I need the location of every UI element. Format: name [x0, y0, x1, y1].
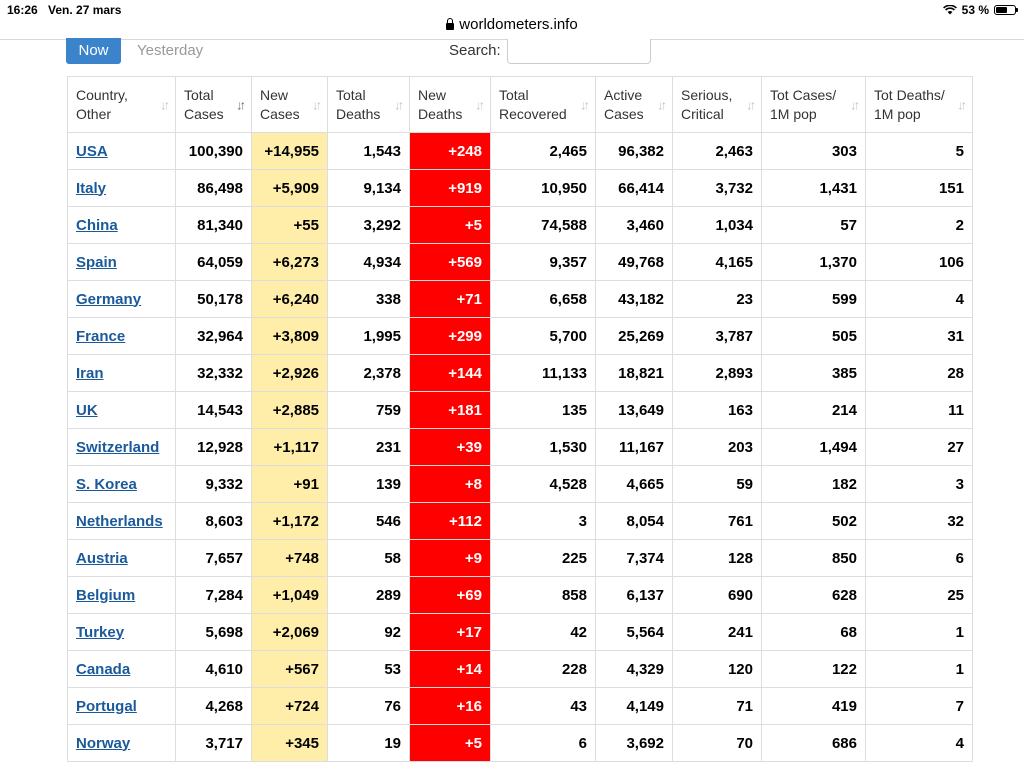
tot-cases-per-1m-cell: 1,370: [762, 244, 866, 281]
country-cell: [68, 170, 176, 207]
country-cell: [68, 577, 176, 614]
active-cases-cell: 13,649: [596, 392, 673, 429]
total-deaths-cell: 3,292: [328, 207, 410, 244]
country-link[interactable]: Portugal: [76, 697, 137, 715]
tot-cases-per-1m-cell: 68: [762, 614, 866, 651]
sort-icon[interactable]: ↓↑: [580, 97, 587, 112]
serious-critical-cell: 70: [673, 725, 762, 762]
new-deaths-cell: +69: [410, 577, 491, 614]
country-cell: [68, 429, 176, 466]
active-cases-cell: 8,054: [596, 503, 673, 540]
new-deaths-cell: +248: [410, 133, 491, 170]
country-cell: [68, 725, 176, 762]
new-cases-cell: +91: [252, 466, 328, 503]
tot-deaths-per-1m-cell: 25: [866, 577, 973, 614]
url-text[interactable]: worldometers.info: [459, 16, 578, 33]
total-cases-cell: 8,603: [176, 503, 252, 540]
table-row: [68, 651, 973, 688]
total-cases-cell: 14,543: [176, 392, 252, 429]
new-deaths-cell: +8: [410, 466, 491, 503]
header-label-line1: New: [418, 86, 447, 103]
country-cell: [68, 318, 176, 355]
new-deaths-cell: +144: [410, 355, 491, 392]
total-deaths-cell: 139: [328, 466, 410, 503]
tot-deaths-per-1m-cell: 31: [866, 318, 973, 355]
new-cases-cell: +3,809: [252, 318, 328, 355]
tot-cases-per-1m-cell: 599: [762, 281, 866, 318]
total-deaths-cell: 76: [328, 688, 410, 725]
active-cases-cell: 96,382: [596, 133, 673, 170]
total-recovered-cell: 6: [491, 725, 596, 762]
header-label-line2: Cases: [260, 105, 300, 122]
total-cases-cell: 81,340: [176, 207, 252, 244]
table-row: [68, 318, 973, 355]
table-row: [68, 207, 973, 244]
tot-cases-per-1m-cell: 385: [762, 355, 866, 392]
serious-critical-cell: 4,165: [673, 244, 762, 281]
total-deaths-cell: 289: [328, 577, 410, 614]
active-cases-cell: 25,269: [596, 318, 673, 355]
header-label-line2: Deaths: [336, 105, 381, 122]
total-recovered-cell: 228: [491, 651, 596, 688]
tot-deaths-per-1m-cell: 7: [866, 688, 973, 725]
country-link[interactable]: Belgium: [76, 586, 136, 604]
new-deaths-cell: +112: [410, 503, 491, 540]
header-total-recovered[interactable]: [491, 77, 596, 133]
country-link[interactable]: France: [76, 327, 126, 345]
sort-icon[interactable]: ↓↑: [475, 97, 482, 112]
country-link[interactable]: Spain: [76, 253, 117, 271]
country-link[interactable]: USA: [76, 142, 108, 160]
tot-cases-per-1m-cell: 214: [762, 392, 866, 429]
new-cases-cell: +2,926: [252, 355, 328, 392]
table-body: [68, 133, 973, 762]
header-country[interactable]: [68, 77, 176, 133]
serious-critical-cell: 23: [673, 281, 762, 318]
total-cases-cell: 100,390: [176, 133, 252, 170]
tot-deaths-per-1m-cell: 28: [866, 355, 973, 392]
country-link[interactable]: Italy: [76, 179, 107, 197]
tot-deaths-per-1m-cell: 151: [866, 170, 973, 207]
total-deaths-cell: 1,543: [328, 133, 410, 170]
active-cases-cell: 18,821: [596, 355, 673, 392]
new-cases-cell: +724: [252, 688, 328, 725]
tot-deaths-per-1m-cell: 6: [866, 540, 973, 577]
total-deaths-cell: 92: [328, 614, 410, 651]
new-deaths-cell: +9: [410, 540, 491, 577]
total-cases-cell: 7,284: [176, 577, 252, 614]
header-active-cases[interactable]: [596, 77, 673, 133]
sort-icon[interactable]: ↓↑: [312, 97, 319, 112]
country-link[interactable]: Netherlands: [76, 512, 163, 530]
country-link[interactable]: Austria: [76, 549, 128, 567]
table-row: [68, 577, 973, 614]
serious-critical-cell: 3,732: [673, 170, 762, 207]
total-recovered-cell: 135: [491, 392, 596, 429]
header-label-line1: Country,: [76, 86, 128, 103]
serious-critical-cell: 2,893: [673, 355, 762, 392]
total-deaths-cell: 2,378: [328, 355, 410, 392]
country-link[interactable]: Turkey: [76, 623, 125, 641]
new-cases-cell: +1,117: [252, 429, 328, 466]
total-deaths-cell: 19: [328, 725, 410, 762]
header-tot-deaths-per-1m[interactable]: [866, 77, 973, 133]
total-cases-cell: 86,498: [176, 170, 252, 207]
serious-critical-cell: 3,787: [673, 318, 762, 355]
serious-critical-cell: 120: [673, 651, 762, 688]
lock-icon: [446, 23, 454, 30]
new-deaths-cell: +5: [410, 725, 491, 762]
tot-cases-per-1m-cell: 686: [762, 725, 866, 762]
header-label-line1: Tot Deaths/: [874, 86, 945, 103]
serious-critical-cell: 71: [673, 688, 762, 725]
country-cell: [68, 688, 176, 725]
header-label-line1: Tot Cases/: [770, 86, 837, 103]
header-serious-critical[interactable]: [673, 77, 762, 133]
table-row: [68, 355, 973, 392]
active-cases-cell: 3,692: [596, 725, 673, 762]
country-cell: [68, 651, 176, 688]
table-row: [68, 503, 973, 540]
tot-cases-per-1m-cell: 303: [762, 133, 866, 170]
country-link[interactable]: UK: [76, 401, 98, 419]
table-row: [68, 466, 973, 503]
total-cases-cell: 9,332: [176, 466, 252, 503]
new-deaths-cell: +181: [410, 392, 491, 429]
active-cases-cell: 11,167: [596, 429, 673, 466]
table-row: [68, 725, 973, 762]
header-label-line2: Critical: [681, 105, 724, 122]
tot-deaths-per-1m-cell: 106: [866, 244, 973, 281]
new-cases-cell: +345: [252, 725, 328, 762]
tot-deaths-per-1m-cell: 1: [866, 651, 973, 688]
search-input[interactable]: [507, 39, 651, 64]
tot-cases-per-1m-cell: 122: [762, 651, 866, 688]
serious-critical-cell: 1,034: [673, 207, 762, 244]
tot-cases-per-1m-cell: 502: [762, 503, 866, 540]
sort-icon[interactable]: ↓↑: [657, 97, 664, 112]
tot-deaths-per-1m-cell: 4: [866, 725, 973, 762]
total-cases-cell: 32,964: [176, 318, 252, 355]
new-cases-cell: +567: [252, 651, 328, 688]
total-deaths-cell: 231: [328, 429, 410, 466]
active-cases-cell: 6,137: [596, 577, 673, 614]
tot-deaths-per-1m-cell: 11: [866, 392, 973, 429]
serious-critical-cell: 2,463: [673, 133, 762, 170]
new-deaths-cell: +17: [410, 614, 491, 651]
total-recovered-cell: 42: [491, 614, 596, 651]
total-recovered-cell: 10,950: [491, 170, 596, 207]
new-cases-cell: +6,240: [252, 281, 328, 318]
total-recovered-cell: 9,357: [491, 244, 596, 281]
new-deaths-cell: +39: [410, 429, 491, 466]
new-deaths-cell: +919: [410, 170, 491, 207]
total-deaths-cell: 58: [328, 540, 410, 577]
total-recovered-cell: 4,528: [491, 466, 596, 503]
header-label-line1: Active: [604, 86, 643, 103]
header-label-line1: New: [260, 86, 289, 103]
header-label-line2: Deaths: [418, 105, 463, 122]
country-cell: [68, 540, 176, 577]
country-link[interactable]: Iran: [76, 364, 104, 382]
yesterday-tab-button[interactable]: Yesterday: [137, 42, 204, 59]
serious-critical-cell: 59: [673, 466, 762, 503]
tot-cases-per-1m-cell: 628: [762, 577, 866, 614]
tot-deaths-per-1m-cell: 1: [866, 614, 973, 651]
table-row: [68, 540, 973, 577]
status-time: 16:26: [7, 3, 38, 17]
new-deaths-cell: +16: [410, 688, 491, 725]
serious-critical-cell: 203: [673, 429, 762, 466]
total-recovered-cell: 5,700: [491, 318, 596, 355]
sort-icon[interactable]: ↓↑: [236, 97, 243, 112]
coronavirus-table: [67, 76, 973, 762]
table-row: [68, 170, 973, 207]
serious-critical-cell: 241: [673, 614, 762, 651]
header-label-line2: Cases: [604, 105, 644, 122]
total-recovered-cell: 225: [491, 540, 596, 577]
country-cell: [68, 281, 176, 318]
new-cases-cell: +55: [252, 207, 328, 244]
header-label-line2: Cases: [184, 105, 224, 122]
total-cases-cell: 3,717: [176, 725, 252, 762]
header-label-line2: 1M pop: [874, 105, 921, 122]
country-cell: [68, 503, 176, 540]
tot-deaths-per-1m-cell: 4: [866, 281, 973, 318]
total-cases-cell: 4,610: [176, 651, 252, 688]
total-recovered-cell: 2,465: [491, 133, 596, 170]
table-row: [68, 392, 973, 429]
sort-icon[interactable]: ↓↑: [394, 97, 401, 112]
country-cell: [68, 133, 176, 170]
country-cell: [68, 614, 176, 651]
sort-icon[interactable]: ↓↑: [746, 97, 753, 112]
now-tab-button[interactable]: Now: [66, 38, 121, 64]
serious-critical-cell: 128: [673, 540, 762, 577]
tot-deaths-per-1m-cell: 5: [866, 133, 973, 170]
total-recovered-cell: 858: [491, 577, 596, 614]
new-deaths-cell: +71: [410, 281, 491, 318]
active-cases-cell: 4,149: [596, 688, 673, 725]
total-cases-cell: 7,657: [176, 540, 252, 577]
search-label: Search:: [449, 42, 501, 59]
new-cases-cell: +2,069: [252, 614, 328, 651]
total-recovered-cell: 6,658: [491, 281, 596, 318]
table-row: [68, 688, 973, 725]
sort-icon[interactable]: ↓↑: [160, 97, 167, 112]
active-cases-cell: 43,182: [596, 281, 673, 318]
country-link[interactable]: Norway: [76, 734, 131, 752]
table-row: [68, 133, 973, 170]
header-new-cases[interactable]: [252, 77, 328, 133]
country-link[interactable]: China: [76, 216, 118, 234]
active-cases-cell: 5,564: [596, 614, 673, 651]
header-label-line1: Total: [499, 86, 529, 103]
country-link[interactable]: Canada: [76, 660, 131, 678]
header-label-line1: Total: [184, 86, 214, 103]
new-cases-cell: +6,273: [252, 244, 328, 281]
header-tot-cases-per-1m[interactable]: [762, 77, 866, 133]
active-cases-cell: 4,329: [596, 651, 673, 688]
active-cases-cell: 7,374: [596, 540, 673, 577]
new-cases-cell: +5,909: [252, 170, 328, 207]
tot-cases-per-1m-cell: 1,431: [762, 170, 866, 207]
total-deaths-cell: 9,134: [328, 170, 410, 207]
total-cases-cell: 5,698: [176, 614, 252, 651]
active-cases-cell: 3,460: [596, 207, 673, 244]
header-label-line2: Other: [76, 105, 112, 122]
serious-critical-cell: 761: [673, 503, 762, 540]
battery-percent: 53 %: [961, 3, 989, 17]
header-total-cases[interactable]: [176, 77, 252, 133]
new-cases-cell: +748: [252, 540, 328, 577]
tot-deaths-per-1m-cell: 32: [866, 503, 973, 540]
country-cell: [68, 466, 176, 503]
new-cases-cell: +1,049: [252, 577, 328, 614]
table-header-row: [68, 77, 973, 133]
total-recovered-cell: 74,588: [491, 207, 596, 244]
sort-icon[interactable]: ↓↑: [957, 97, 964, 112]
tot-cases-per-1m-cell: 850: [762, 540, 866, 577]
serious-critical-cell: 163: [673, 392, 762, 429]
total-deaths-cell: 338: [328, 281, 410, 318]
serious-critical-cell: 690: [673, 577, 762, 614]
total-deaths-cell: 53: [328, 651, 410, 688]
table-row: [68, 614, 973, 651]
active-cases-cell: 4,665: [596, 466, 673, 503]
total-cases-cell: 50,178: [176, 281, 252, 318]
total-deaths-cell: 4,934: [328, 244, 410, 281]
status-right: [943, 3, 1016, 17]
header-label-line2: Recovered: [499, 105, 567, 122]
total-cases-cell: 64,059: [176, 244, 252, 281]
header-label-line2: 1M pop: [770, 105, 817, 122]
total-recovered-cell: 43: [491, 688, 596, 725]
active-cases-cell: 66,414: [596, 170, 673, 207]
table-row: [68, 281, 973, 318]
new-deaths-cell: +569: [410, 244, 491, 281]
country-cell: [68, 244, 176, 281]
table-row: [68, 429, 973, 466]
new-cases-cell: +2,885: [252, 392, 328, 429]
country-link[interactable]: Germany: [76, 290, 142, 308]
battery-icon: [994, 5, 1016, 15]
country-cell: [68, 392, 176, 429]
new-cases-cell: +14,955: [252, 133, 328, 170]
active-cases-cell: 49,768: [596, 244, 673, 281]
total-cases-cell: 32,332: [176, 355, 252, 392]
header-new-deaths[interactable]: [410, 77, 491, 133]
new-cases-cell: +1,172: [252, 503, 328, 540]
total-recovered-cell: 11,133: [491, 355, 596, 392]
new-deaths-cell: +299: [410, 318, 491, 355]
country-cell: [68, 207, 176, 244]
tot-deaths-per-1m-cell: 3: [866, 466, 973, 503]
header-total-deaths[interactable]: [328, 77, 410, 133]
country-link[interactable]: Switzerland: [76, 438, 160, 456]
sort-icon[interactable]: ↓↑: [850, 97, 857, 112]
address-bar[interactable]: [0, 16, 1024, 38]
country-cell: [68, 355, 176, 392]
total-cases-cell: 12,928: [176, 429, 252, 466]
total-deaths-cell: 546: [328, 503, 410, 540]
status-date: Ven. 27 mars: [48, 3, 122, 17]
tot-cases-per-1m-cell: 419: [762, 688, 866, 725]
tot-cases-per-1m-cell: 57: [762, 207, 866, 244]
total-deaths-cell: 1,995: [328, 318, 410, 355]
total-cases-cell: 4,268: [176, 688, 252, 725]
tot-cases-per-1m-cell: 182: [762, 466, 866, 503]
new-deaths-cell: +14: [410, 651, 491, 688]
total-deaths-cell: 759: [328, 392, 410, 429]
tot-deaths-per-1m-cell: 2: [866, 207, 973, 244]
header-label-line1: Serious,: [681, 86, 733, 103]
tot-cases-per-1m-cell: 505: [762, 318, 866, 355]
total-recovered-cell: 3: [491, 503, 596, 540]
tot-cases-per-1m-cell: 1,494: [762, 429, 866, 466]
tot-deaths-per-1m-cell: 27: [866, 429, 973, 466]
header-label-line1: Total: [336, 86, 366, 103]
country-link[interactable]: S. Korea: [76, 475, 137, 493]
table-row: [68, 244, 973, 281]
wifi-icon: [943, 5, 957, 15]
total-recovered-cell: 1,530: [491, 429, 596, 466]
new-deaths-cell: +5: [410, 207, 491, 244]
